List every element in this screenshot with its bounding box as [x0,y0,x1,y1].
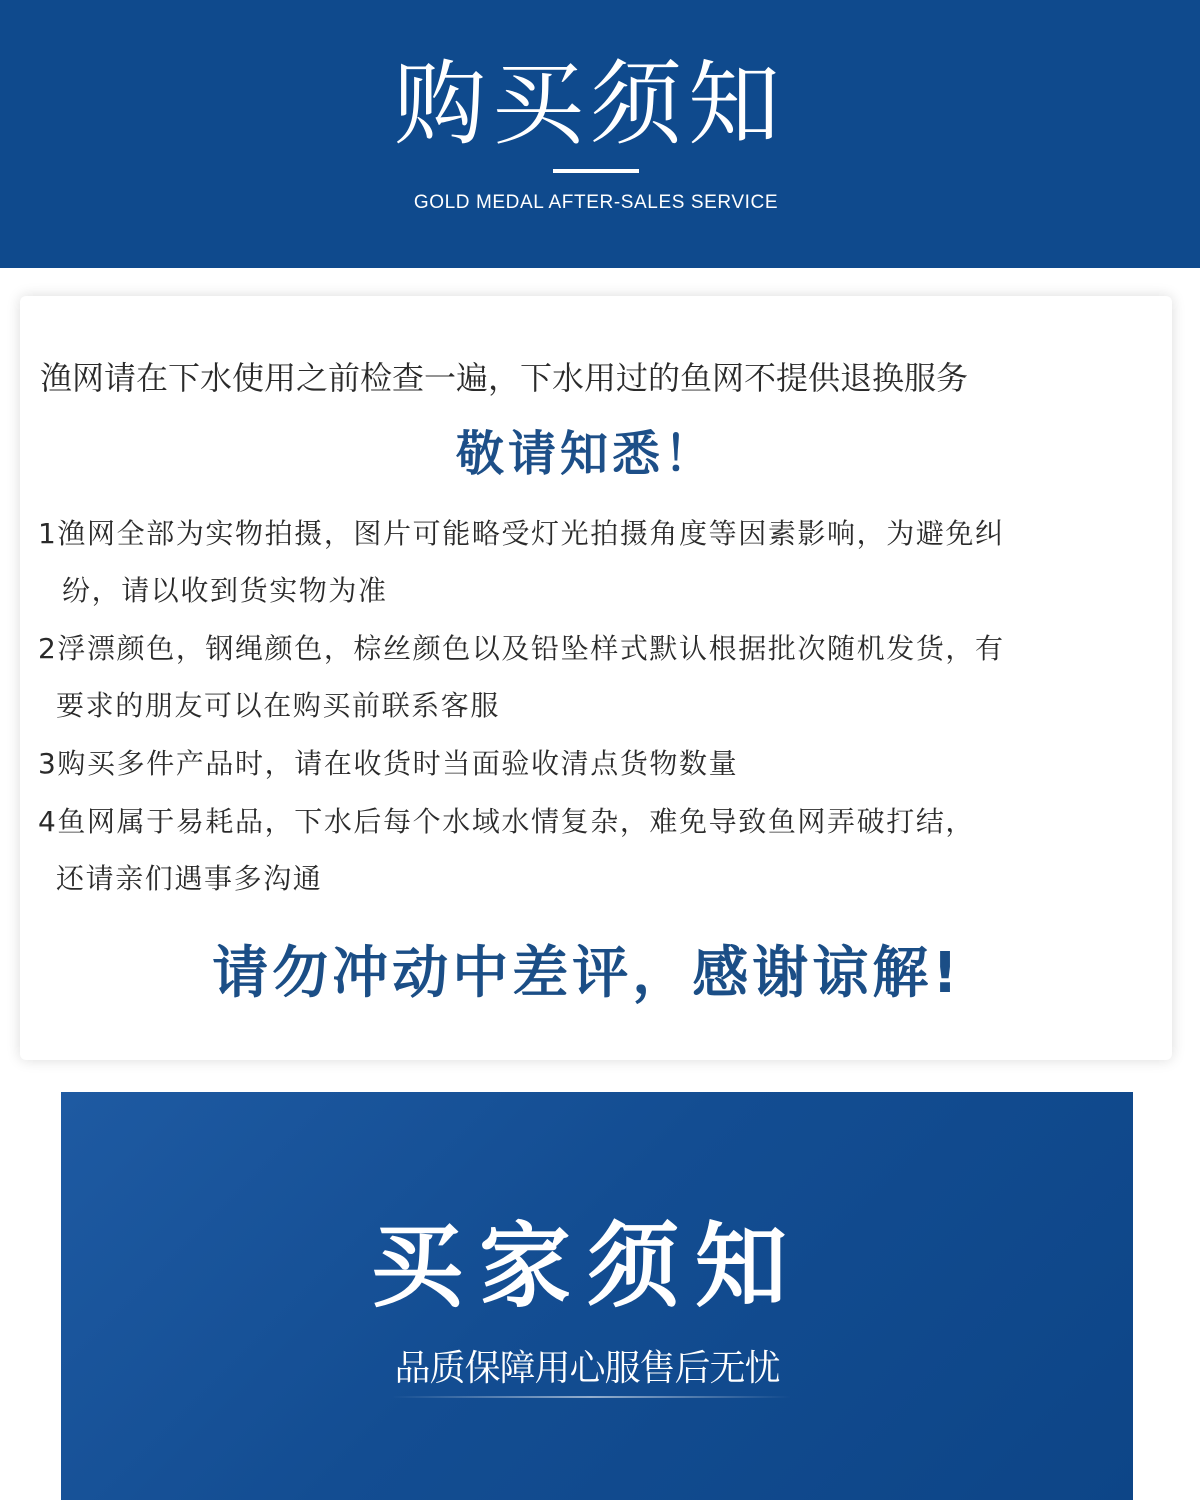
banner-subtitle: 品质保障用心服售后无忧 [394,1348,780,1389]
page-title: 购买须知 [393,51,786,158]
rule-text-continued: 还请亲们遇事多沟通 [56,862,323,895]
notice-emphasis: 敬请知悉！ [455,426,716,482]
notice-card [20,296,1172,1060]
rule-text: 2浮漂颜色，钢绳颜色，棕丝颜色以及铅坠样式默认根据批次随机发货，有 [38,632,1005,665]
header-banner [0,0,1200,268]
title-underline [553,169,639,173]
rule-item [38,505,1138,619]
rule-item [38,735,1138,792]
rule-text: 1渔网全部为实物拍摄，图片可能略受灯光拍摄角度等因素影响，为避免纠 [38,517,1005,550]
rule-text: 3购买多件产品时，请在收货时当面验收清点货物数量 [38,747,739,780]
banner-divider [391,1396,791,1398]
closing-message: 请勿冲动中差评，感谢谅解! [212,941,962,1006]
banner-title: 买家须知 [370,1213,803,1320]
rule-text-continued: 纷，请以收到货实物为准 [62,574,388,607]
page-subtitle: GOLD MEDAL AFTER-SALES SERVICE [413,192,779,213]
rule-item [38,620,1138,734]
buyer-notice-banner [61,1092,1133,1500]
rule-item [38,793,1138,907]
notice-lead: 渔网请在下水使用之前检查一遍，下水用过的鱼网不提供退换服务 [40,359,969,397]
rule-text-continued: 要求的朋友可以在购买前联系客服 [56,689,501,722]
rule-text: 4鱼网属于易耗品，下水后每个水域水情复杂，难免导致鱼网弄破打结， [38,805,976,838]
